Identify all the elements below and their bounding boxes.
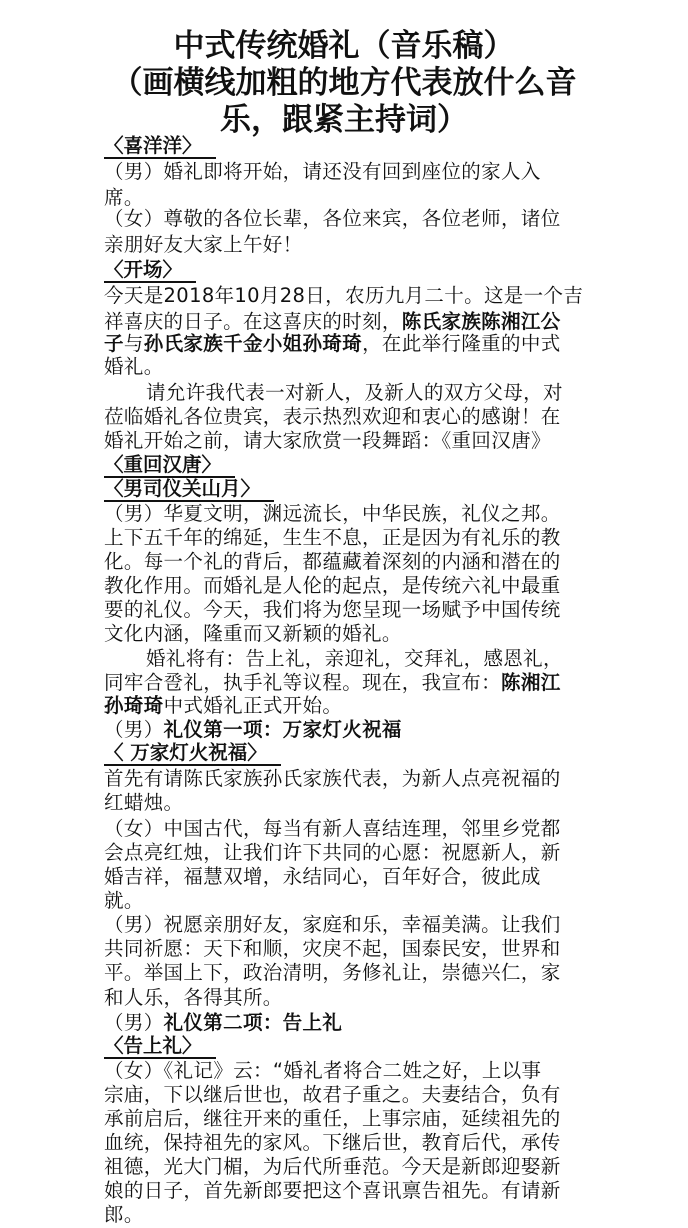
text-line: （女）中国古代，每当有新人喜结连理，邻里乡党都	[104, 817, 561, 840]
speaker-label: （男）	[104, 718, 164, 741]
text-line: （女）尊敬的各位长辈，各位来宾，各位老师，诸位	[104, 207, 561, 230]
text-line: （男）婚礼即将开始，请还没有回到座位的家人入	[104, 160, 541, 183]
text-line: 就。	[104, 889, 144, 912]
text-line: 郎。	[104, 1203, 144, 1226]
text-line: 教化作用。而婚礼是人伦的起点，是传统六礼中最重	[104, 574, 561, 597]
text-line: 婚吉祥，福慧双增，永结同心，百年好合，彼此成	[104, 865, 541, 888]
text-line: 亲朋好友大家上午好！	[104, 233, 303, 256]
music-cue-xiyangyang: 〈喜洋洋〉	[104, 133, 216, 159]
speaker-label: （男）	[104, 1011, 164, 1034]
music-cue-guanshanyue: 〈男司仪关山月〉	[104, 476, 274, 502]
text-line: 平。举国上下，政治清明，务修礼让，崇德兴仁，家	[104, 961, 561, 984]
text-line: （男）华夏文明，渊远流长，中华民族，礼仪之邦。	[104, 502, 561, 525]
text-line: 共同祈愿：天下和顺，灾戾不起，国泰民安，世界和	[104, 937, 561, 960]
text-line: 红蜡烛。	[104, 791, 184, 814]
bride-name: 孙氏家族千金小姐孙琦琦	[143, 332, 363, 355]
text-line: 婚礼将有：告上礼，亲迎礼，交拜礼，感恩礼，	[146, 647, 563, 670]
ceremony-item-2: 礼仪第二项：告上礼	[163, 1011, 343, 1034]
text-line: 席。	[104, 186, 144, 209]
text-line: 会点亮红烛，让我们许下共同的心愿：祝愿新人，新	[104, 841, 561, 864]
text-span: 祥喜庆的日子。在这喜庆的时刻，	[104, 310, 402, 333]
title-line-2: （画横线加粗的地方代表放什么音	[111, 65, 577, 101]
text-span: 中式婚礼正式开始。	[163, 694, 343, 717]
music-cue-kaichang: 〈开场〉	[104, 257, 196, 283]
text-line: 请允许我代表一对新人，及新人的双方父母，对	[146, 381, 563, 404]
music-cue-chonghui-hantang: 〈重回汉唐〉	[104, 452, 235, 478]
text-line: （男）祝愿亲朋好友，家庭和乐，幸福美满。让我们	[104, 913, 561, 936]
text-line: 首先有请陈氏家族孙氏家族代表，为新人点亮祝福的	[104, 767, 561, 790]
music-cue-wanjia-denghuo: 〈 万家灯火祝福〉	[104, 740, 281, 766]
groom-name: 陈湘江	[501, 671, 561, 694]
groom-name-end: 子	[104, 332, 124, 355]
text-span: 同牢合卺礼，执手礼等议程。现在，我宣布：	[104, 671, 502, 694]
text-line: 婚礼。	[104, 355, 164, 378]
text-line	[104, 693, 342, 719]
ceremony-item-1: 礼仪第一项：万家灯火祝福	[163, 718, 402, 741]
groom-name: 陈氏家族陈湘江公	[401, 310, 561, 333]
music-cue-gaoshangli: 〈告上礼〉	[104, 1033, 216, 1059]
text-line: 宗庙，下以继后世也，故君子重之。夫妻结合，负有	[104, 1083, 561, 1106]
text-line: 和人乐，各得其所。	[104, 986, 283, 1009]
title-line-3: 乐，跟紧主持词）	[220, 102, 468, 138]
text-line: 承前启后，继往开来的重任，上事宗庙，延续祖先的	[104, 1107, 561, 1130]
bride-name: 孙琦琦	[104, 694, 164, 717]
text-line: 今天是2018年10月28日，农历九月二十。这是一个吉	[104, 284, 584, 307]
text-line: 文化内涵，隆重而又新颖的婚礼。	[104, 622, 402, 645]
text-span: 与	[123, 332, 144, 355]
text-line: 血统，保持祖先的家风。下继后世，教育后代，承传	[104, 1131, 561, 1154]
text-line: 要的礼仪。今天，我们将为您呈现一场赋予中国传统	[104, 598, 561, 621]
text-line: （女）《礼记》云：“婚礼者将合二姓之好，上以事	[104, 1059, 542, 1082]
text-line: 婚礼开始之前，请大家欣赏一段舞蹈：《重回汉唐》	[104, 429, 551, 452]
text-line: 化。每一个礼的背后，都蕴藏着深刻的内涵和潜在的	[104, 550, 561, 573]
text-line: 娘的日子，首先新郎要把这个喜讯禀告祖先。有请新	[104, 1179, 561, 1202]
title-line-1: 中式传统婚礼（音乐稿）	[173, 28, 515, 64]
text-line: 祖德，光大门楣，为后代所垂范。今天是新郎迎娶新	[104, 1155, 561, 1178]
text-line	[104, 331, 561, 357]
text-line: 莅临婚礼各位贵宾，表示热烈欢迎和衷心的感谢！在	[104, 405, 561, 428]
text-span: ，在此举行隆重的中式	[362, 332, 561, 355]
text-line: 上下五千年的绵延，生生不息，正是因为有礼乐的教	[104, 526, 561, 549]
